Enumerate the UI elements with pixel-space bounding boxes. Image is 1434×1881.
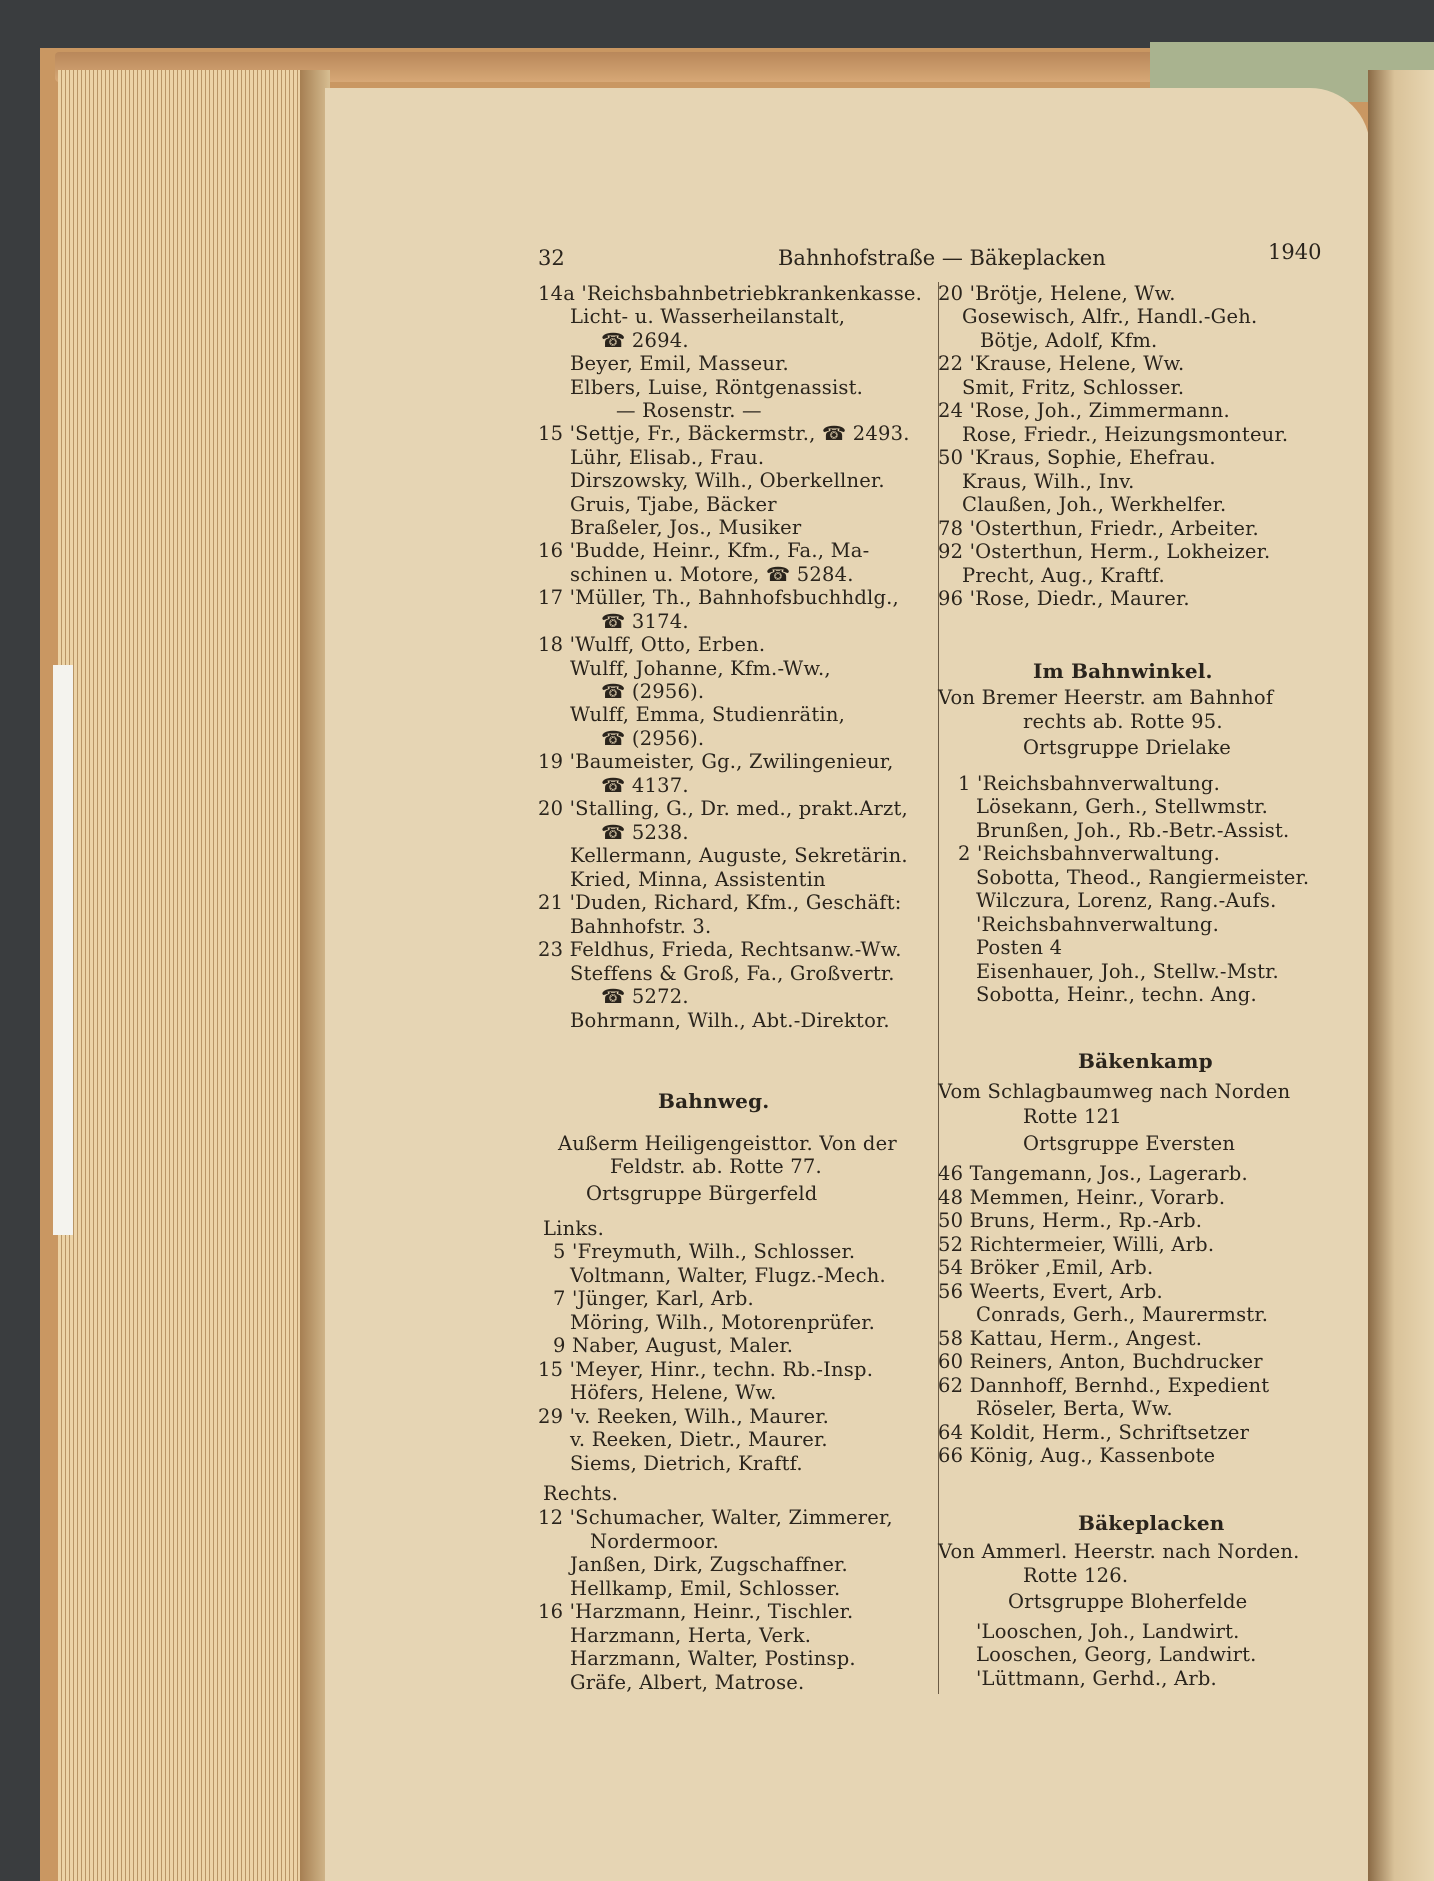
directory-line: 15 'Settje, Fr., Bäckermstr., ☎ 2493. bbox=[538, 422, 910, 445]
directory-line: Vom Schlagbaumweg nach Norden bbox=[938, 1080, 1291, 1103]
directory-line: ☎ (2956). bbox=[601, 727, 705, 750]
directory-line: Beyer, Emil, Masseur. bbox=[570, 352, 789, 375]
directory-line: Bötje, Adolf, Kfm. bbox=[980, 329, 1158, 352]
directory-line: Außerm Heiligengeisttor. Von der bbox=[558, 1132, 897, 1155]
directory-line: Ortsgruppe Drielake bbox=[1023, 736, 1231, 759]
directory-line: Sobotta, Heinr., techn. Ang. bbox=[976, 983, 1257, 1006]
directory-line: Von Bremer Heerstr. am Bahnhof bbox=[938, 686, 1274, 709]
directory-line: 48 Memmen, Heinr., Vorarb. bbox=[938, 1186, 1226, 1209]
directory-line: Wulff, Emma, Studienrätin, bbox=[570, 703, 845, 726]
directory-line: 23 Feldhus, Frieda, Rechtsanw.-Ww. bbox=[538, 938, 902, 961]
directory-line: 14a 'Reichsbahnbetriebkrankenkasse. bbox=[538, 282, 923, 305]
directory-line: 92 'Osterthun, Herm., Lokheizer. bbox=[938, 540, 1271, 563]
directory-line: Kellermann, Auguste, Sekretärin. bbox=[570, 844, 908, 867]
directory-line: 20 'Stalling, G., Dr. med., prakt.Arzt, bbox=[538, 797, 908, 820]
directory-line: 'Looschen, Joh., Landwirt. bbox=[976, 1620, 1240, 1643]
directory-line: Rotte 121 bbox=[1023, 1105, 1122, 1128]
directory-line: Siems, Dietrich, Kraftf. bbox=[570, 1452, 803, 1475]
directory-line: Gosewisch, Alfr., Handl.-Geh. bbox=[962, 305, 1258, 328]
directory-line: Lühr, Elisab., Frau. bbox=[570, 446, 765, 469]
directory-line: Janßen, Dirk, Zugschaffner. bbox=[570, 1553, 848, 1576]
directory-line: Kried, Minna, Assistentin bbox=[570, 868, 826, 891]
directory-line: Braßeler, Jos., Musiker bbox=[570, 516, 802, 539]
directory-line: ☎ 4137. bbox=[601, 774, 689, 797]
directory-line: Feldstr. ab. Rotte 77. bbox=[610, 1155, 822, 1178]
directory-line: Ortsgruppe Bürgerfeld bbox=[586, 1182, 818, 1205]
directory-line: 52 Richtermeier, Willi, Arb. bbox=[938, 1233, 1215, 1256]
directory-line: Voltmann, Walter, Flugz.-Mech. bbox=[570, 1264, 886, 1287]
facing-page-edge bbox=[1368, 70, 1434, 1881]
directory-line: Lösekann, Gerh., Stellwmstr. bbox=[976, 795, 1268, 818]
directory-line: Gruis, Tjabe, Bäcker bbox=[570, 493, 777, 516]
directory-line: Bahnhofstr. 3. bbox=[570, 915, 712, 938]
column-divider bbox=[938, 282, 939, 1694]
directory-line: ☎ 5272. bbox=[601, 985, 689, 1008]
section-title: Bahnweg. bbox=[658, 1089, 770, 1113]
directory-line: Hellkamp, Emil, Schlosser. bbox=[570, 1577, 841, 1600]
directory-line: Elbers, Luise, Röntgenassist. bbox=[570, 376, 864, 399]
directory-line: Gräfe, Albert, Matrose. bbox=[570, 1671, 805, 1694]
directory-line: Röseler, Berta, Ww. bbox=[976, 1397, 1173, 1420]
directory-line: 21 'Duden, Richard, Kfm., Geschäft: bbox=[538, 891, 902, 914]
directory-line: 50 Bruns, Herm., Rp.-Arb. bbox=[938, 1209, 1203, 1232]
directory-line: 12 'Schumacher, Walter, Zimmerer, bbox=[538, 1506, 893, 1529]
directory-line: rechts ab. Rotte 95. bbox=[1023, 710, 1223, 733]
directory-line: ☎ 5238. bbox=[601, 821, 689, 844]
directory-line: Höfers, Helene, Ww. bbox=[570, 1381, 777, 1404]
directory-line: 'Lüttmann, Gerhd., Arb. bbox=[976, 1667, 1217, 1690]
directory-line: 'Reichsbahnverwaltung. bbox=[976, 913, 1219, 936]
directory-line: Möring, Wilh., Motorenprüfer. bbox=[570, 1311, 876, 1334]
directory-line: Rotte 126. bbox=[1023, 1564, 1129, 1587]
directory-line: Von Ammerl. Heerstr. nach Norden. bbox=[938, 1540, 1300, 1563]
section-title: Bäkenkamp bbox=[1078, 1049, 1213, 1073]
directory-line: Bohrmann, Wilh., Abt.-Direktor. bbox=[570, 1009, 890, 1032]
directory-line: — Rosenstr. — bbox=[616, 399, 762, 422]
directory-line: 17 'Müller, Th., Bahnhofsbuchhdlg., bbox=[538, 586, 899, 609]
directory-line: Claußen, Joh., Werkhelfer. bbox=[962, 493, 1227, 516]
directory-line: 16 'Budde, Heinr., Kfm., Fa., Ma- bbox=[538, 539, 870, 562]
directory-line: Wulff, Johanne, Kfm.-Ww., bbox=[570, 657, 831, 680]
page-stack bbox=[58, 70, 323, 1881]
directory-line: Looschen, Georg, Landwirt. bbox=[976, 1643, 1257, 1666]
directory-line: Smit, Fritz, Schlosser. bbox=[962, 376, 1185, 399]
directory-line: 62 Dannhoff, Bernhd., Expedient bbox=[938, 1374, 1270, 1397]
directory-line: Conrads, Gerh., Maurermstr. bbox=[976, 1303, 1269, 1326]
directory-line: 46 Tangemann, Jos., Lagerarb. bbox=[938, 1162, 1248, 1185]
directory-line: ☎ (2956). bbox=[601, 680, 705, 703]
directory-line: 56 Weerts, Evert, Arb. bbox=[938, 1280, 1163, 1303]
directory-line: Eisenhauer, Joh., Stellw.-Mstr. bbox=[976, 960, 1279, 983]
directory-line: Kraus, Wilh., Inv. bbox=[962, 470, 1135, 493]
directory-line: 78 'Osterthun, Friedr., Arbeiter. bbox=[938, 517, 1259, 540]
directory-line: ☎ 3174. bbox=[601, 610, 689, 633]
directory-line: Sobotta, Theod., Rangiermeister. bbox=[976, 866, 1310, 889]
directory-line: 60 Reiners, Anton, Buchdrucker bbox=[938, 1350, 1263, 1373]
directory-line: 1 'Reichsbahnverwaltung. bbox=[958, 772, 1221, 795]
directory-line: 7 'Jünger, Karl, Arb. bbox=[553, 1287, 754, 1310]
page-number: 32 bbox=[538, 246, 565, 270]
directory-line: Rechts. bbox=[543, 1482, 619, 1505]
directory-line: Ortsgruppe Bloherfelde bbox=[1008, 1590, 1248, 1613]
directory-line: Brunßen, Joh., Rb.-Betr.-Assist. bbox=[976, 819, 1290, 842]
directory-line: Harzmann, Walter, Postinsp. bbox=[570, 1647, 856, 1670]
directory-line: 66 König, Aug., Kassenbote bbox=[938, 1444, 1216, 1467]
directory-line: 96 'Rose, Diedr., Maurer. bbox=[938, 587, 1190, 610]
directory-line: 15 'Meyer, Hinr., techn. Rb.-Insp. bbox=[538, 1358, 874, 1381]
directory-line: Posten 4 bbox=[976, 936, 1063, 959]
page-year: 1940 bbox=[1268, 240, 1322, 264]
directory-line: 64 Koldit, Herm., Schriftsetzer bbox=[938, 1421, 1250, 1444]
directory-line: 18 'Wulff, Otto, Erben. bbox=[538, 633, 766, 656]
directory-line: 22 'Krause, Helene, Ww. bbox=[938, 352, 1185, 375]
directory-line: 20 'Brötje, Helene, Ww. bbox=[938, 282, 1176, 305]
section-title: Im Bahnwinkel. bbox=[1033, 659, 1213, 683]
directory-line: Harzmann, Herta, Verk. bbox=[570, 1624, 812, 1647]
directory-line: 5 'Freymuth, Wilh., Schlosser. bbox=[553, 1240, 856, 1263]
directory-line: Nordermoor. bbox=[590, 1530, 720, 1553]
directory-line: v. Reeken, Dietr., Maurer. bbox=[570, 1428, 828, 1451]
directory-line: 16 'Harzmann, Heinr., Tischler. bbox=[538, 1600, 854, 1623]
directory-line: Precht, Aug., Kraftf. bbox=[962, 564, 1165, 587]
directory-line: Wilczura, Lorenz, Rang.-Aufs. bbox=[976, 889, 1277, 912]
directory-line: 19 'Baumeister, Gg., Zwilingenieur, bbox=[538, 750, 894, 773]
directory-line: 9 Naber, August, Maler. bbox=[553, 1334, 794, 1357]
directory-line: Ortsgruppe Eversten bbox=[1023, 1132, 1236, 1155]
directory-line: schinen u. Motore, ☎ 5284. bbox=[570, 563, 854, 586]
directory-line: 58 Kattau, Herm., Angest. bbox=[938, 1327, 1203, 1350]
directory-line: 24 'Rose, Joh., Zimmermann. bbox=[938, 399, 1230, 422]
section-title: Bäkeplacken bbox=[1078, 1511, 1225, 1535]
directory-line: ☎ 2694. bbox=[601, 329, 689, 352]
directory-line: 54 Bröker ,Emil, Arb. bbox=[938, 1256, 1154, 1279]
directory-line: 50 'Kraus, Sophie, Ehefrau. bbox=[938, 446, 1216, 469]
page-title: Bahnhofstraße — Bäkeplacken bbox=[778, 246, 1106, 270]
directory-line: Licht- u. Wasserheilanstalt, bbox=[570, 305, 846, 328]
directory-line: Links. bbox=[543, 1217, 604, 1240]
white-strip bbox=[53, 665, 73, 1235]
directory-line: 29 'v. Reeken, Wilh., Maurer. bbox=[538, 1405, 830, 1428]
directory-line: Dirszowsky, Wilh., Oberkellner. bbox=[570, 469, 885, 492]
directory-line: Steffens & Groß, Fa., Großvertr. bbox=[570, 962, 895, 985]
directory-line: Rose, Friedr., Heizungsmonteur. bbox=[962, 423, 1289, 446]
directory-line: 2 'Reichsbahnverwaltung. bbox=[958, 842, 1221, 865]
